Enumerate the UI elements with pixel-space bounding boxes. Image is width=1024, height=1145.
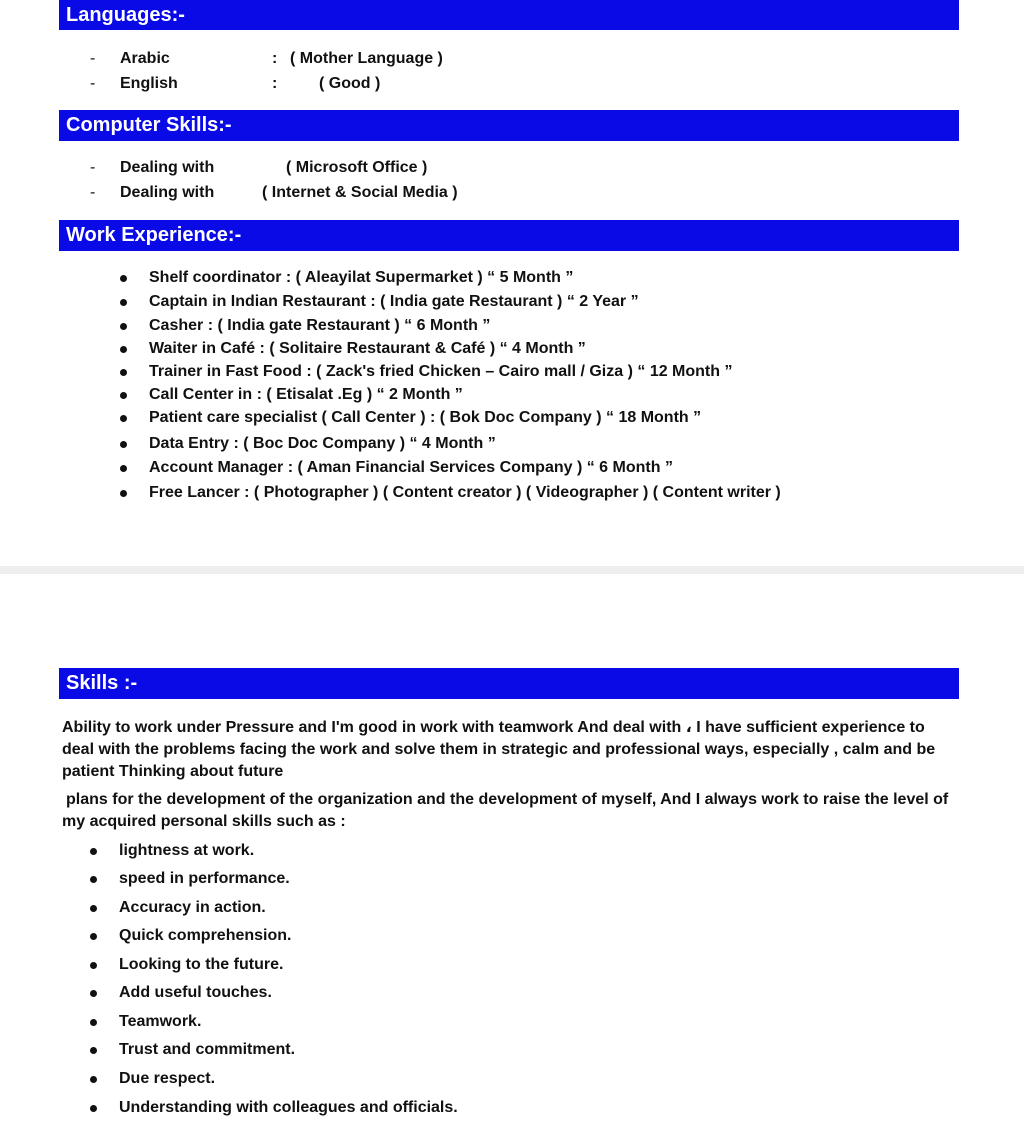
dash-marker: - (90, 159, 96, 176)
skill-item: Teamwork. (119, 1013, 202, 1030)
skills-title: Skills :- (66, 672, 138, 694)
skill-item: Trust and commitment. (119, 1041, 296, 1058)
bullet-icon (90, 905, 97, 912)
bullet-icon (120, 275, 127, 282)
dash-marker: - (90, 184, 96, 201)
work-experience-item: Call Center in : ( Etisalat .Eg ) “ 2 Month ” (149, 386, 463, 403)
skill-item: Looking to the future. (119, 956, 284, 973)
language-level: ( Mother Language ) (290, 50, 443, 67)
skill-item: Quick comprehension. (119, 927, 292, 944)
work-experience-item: Casher : ( India gate Restaurant ) “ 6 Month ” (149, 317, 491, 334)
bullet-icon (90, 1105, 97, 1112)
skill-item: Due respect. (119, 1070, 216, 1087)
computer-skill-label: Dealing with (120, 159, 215, 176)
work-experience-item: Captain in Indian Restaurant : ( India gate Restaurant ) “ 2 Year ” (149, 293, 639, 310)
work-experience-item: Data Entry : ( Boc Doc Company ) “ 4 Month ” (149, 435, 496, 452)
bullet-icon (90, 848, 97, 855)
work-experience-item: Free Lancer : ( Photographer ) ( Content creator ) ( Videographer ) ( Content writer ) (149, 484, 781, 501)
work-experience-item: Account Manager : ( Aman Financial Services Company ) “ 6 Month ” (149, 459, 673, 476)
bullet-icon (120, 490, 127, 497)
skill-item: lightness at work. (119, 842, 255, 859)
work-experience-item: Shelf coordinator : ( Aleayilat Supermarket ) “ 5 Month ” (149, 269, 574, 286)
languages-header (59, 0, 959, 30)
skill-item: speed in performance. (119, 870, 290, 887)
bullet-icon (120, 323, 127, 330)
languages-title: Languages:- (66, 3, 185, 26)
bullet-icon (90, 1047, 97, 1054)
work-experience-item: Patient care specialist ( Call Center ) : ( Bok Doc Company ) “ 18 Month ” (149, 409, 702, 426)
computer-skill-label: Dealing with (120, 184, 215, 201)
skills-paragraph: plans for the development of the organization and the development of myself, And I always work to raise the level of my acquired personal skills such as : (62, 791, 949, 830)
bullet-icon (90, 876, 97, 883)
computer-skill-value: ( Microsoft Office ) (286, 159, 428, 176)
bullet-icon (90, 933, 97, 940)
bullet-icon (90, 962, 97, 969)
skill-item: Understanding with colleagues and officials. (119, 1099, 458, 1116)
bullet-icon (120, 465, 127, 472)
dash-marker: - (90, 75, 96, 92)
bullet-icon (120, 369, 127, 376)
bullet-icon (120, 299, 127, 306)
skills-header (59, 668, 959, 699)
skill-item: Accuracy in action. (119, 899, 266, 916)
work-experience-header (59, 220, 959, 251)
computer-skills-header (59, 110, 959, 141)
bullet-icon (90, 1019, 97, 1026)
bullet-icon (90, 1076, 97, 1083)
work-experience-title: Work Experience:- (66, 224, 242, 246)
language-name: English (120, 75, 178, 92)
computer-skill-value: ( Internet & Social Media ) (262, 184, 458, 201)
computer-skills-title: Computer Skills:- (66, 114, 232, 136)
dash-marker: - (90, 50, 96, 67)
skills-paragraph: Ability to work under Pressure and I'm good in work with teamwork And deal with ، I have sufficient experience to deal with the problems facing the work and solve them in strategic and professional ways, especially , calm and be patient Thinking about future (62, 719, 936, 780)
language-name: Arabic (120, 50, 170, 67)
work-experience-item: Trainer in Fast Food : ( Zack's fried Chicken – Cairo mall / Giza ) “ 12 Month ” (149, 363, 733, 380)
language-level: ( Good ) (319, 75, 381, 92)
bullet-icon (120, 346, 127, 353)
bullet-icon (120, 441, 127, 448)
language-separator: : (272, 75, 278, 92)
bullet-icon (120, 392, 127, 399)
bullet-icon (120, 415, 127, 422)
language-separator: : (272, 50, 278, 67)
work-experience-item: Waiter in Café : ( Solitaire Restaurant & Café ) “ 4 Month ” (149, 340, 586, 357)
page-break (0, 566, 1024, 574)
skill-item: Add useful touches. (119, 984, 272, 1001)
bullet-icon (90, 990, 97, 997)
